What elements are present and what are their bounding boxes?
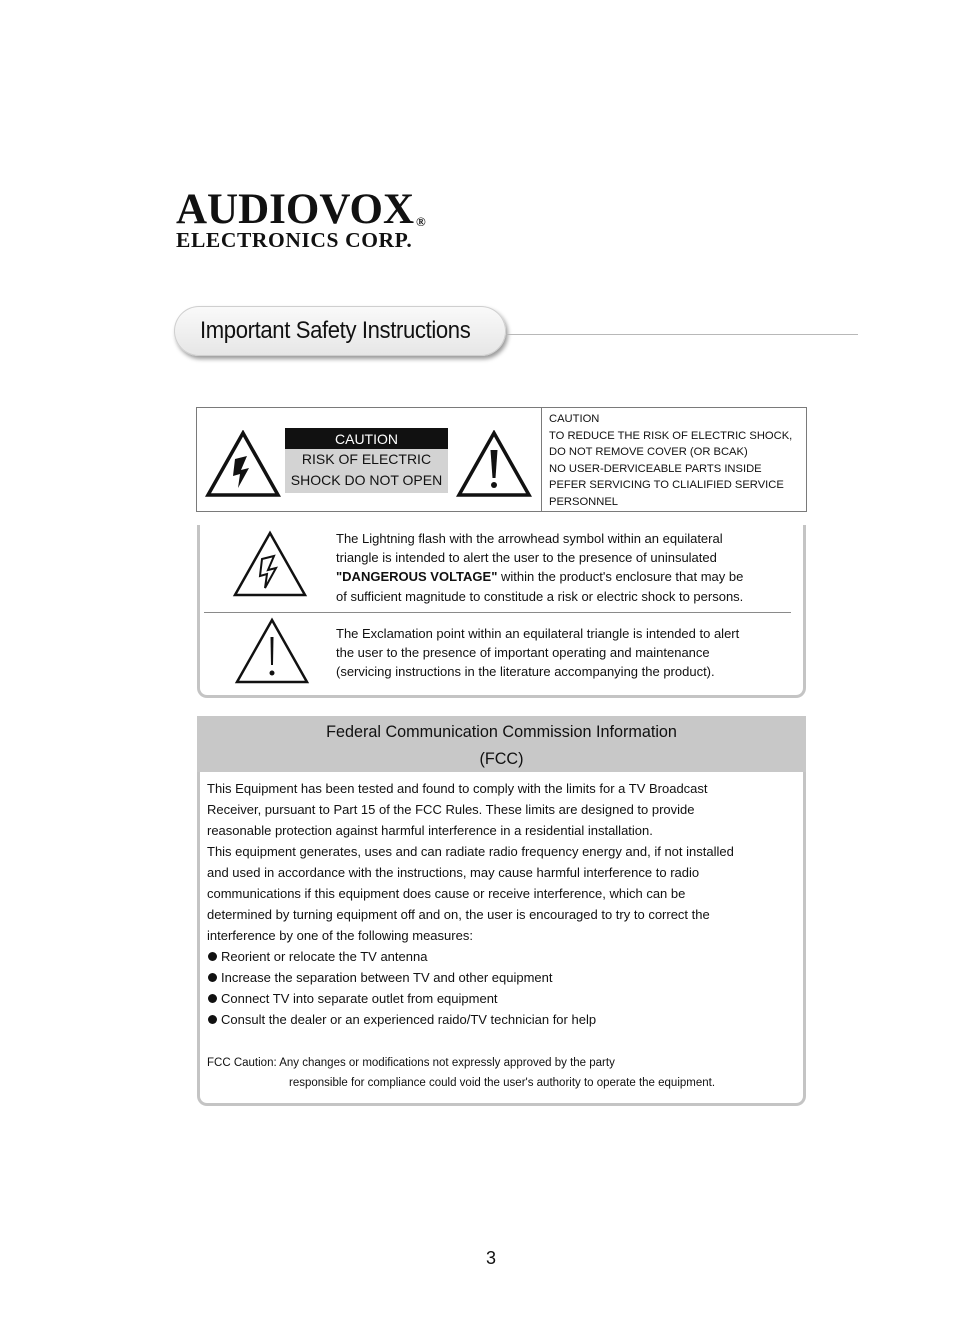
fcc-title: Federal Communication Commission Information (326, 723, 677, 741)
fcc-bullet-item (207, 988, 797, 1009)
bullet-text: Connect TV into separate outlet from equipment (221, 991, 498, 1006)
fcc-caution-line: responsible for compliance could void the user's authority to operate the equipment. (289, 1077, 716, 1089)
description-text: within the product's enclosure that may be (497, 569, 744, 585)
bullet-text: Reorient or relocate the TV antenna (221, 949, 428, 964)
bullet-icon (208, 1015, 217, 1024)
fcc-bullet-item (207, 946, 797, 967)
caution-notice-line: PERSONNEL (549, 495, 619, 508)
fcc-caution (207, 1053, 715, 1093)
bullet-icon (208, 973, 217, 982)
caution-notice-line: DO NOT REMOVE COVER (OR BCAK) (549, 446, 748, 459)
fcc-body-line: interference by one of the following measures: (207, 928, 473, 943)
registered-mark: ® (416, 214, 426, 229)
description-line: (servicing instructions in the literature accompanying the product). (336, 664, 715, 680)
caution-label-header: CAUTION (285, 428, 448, 449)
caution-notice-line: PEFER SERVICING TO CLIALIFIED SERVICE (549, 479, 784, 492)
fcc-header (197, 716, 806, 772)
fcc-body-line: This Equipment has been tested and found to comply with the limits for a TV Broadcast (207, 781, 708, 796)
fcc-caution-line: FCC Caution: Any changes or modifications not expressly approved by the party (207, 1057, 615, 1069)
fcc-body-line: This equipment generates, uses and can radiate radio frequency energy and, if not installed (207, 844, 734, 859)
fcc-body (207, 778, 797, 1030)
fcc-body-line: communications if this equipment does cause or receive interference, which can be (207, 886, 686, 901)
logo-subtitle: ELECTRONICS CORP. (176, 228, 413, 252)
description-line: The Lightning flash with the arrowhead symbol within an equilateral (336, 531, 723, 546)
fcc-bullet-item (207, 967, 797, 988)
caution-notice-line: CAUTION (549, 413, 600, 425)
bullet-icon (208, 952, 217, 961)
heading-rule (506, 334, 858, 335)
caution-label-body (285, 449, 448, 493)
dangerous-voltage-text: "DANGEROUS VOLTAGE" (336, 569, 498, 585)
lightning-description (336, 529, 796, 606)
caution-notice-line: NO USER-DERVICEABLE PARTS INSIDE (549, 462, 762, 475)
fcc-body-line: Receiver, pursuant to Part 15 of the FCC Rules. These limits are designed to provide (207, 802, 695, 817)
description-line (336, 567, 796, 586)
company-logo (176, 188, 426, 232)
fcc-title-abbrev: (FCC) (479, 750, 524, 768)
fcc-bullet-item (207, 1009, 797, 1030)
exclamation-symbol-icon (234, 617, 310, 685)
caution-divider (541, 407, 542, 512)
caution-label-line: SHOCK DO NOT OPEN (290, 472, 443, 488)
exclamation-warning-icon (456, 430, 532, 498)
caution-notice (549, 411, 792, 511)
fcc-body-line: and used in accordance with the instructions, may cause harmful interference to radio (207, 865, 700, 880)
exclamation-description (336, 624, 796, 682)
description-line: triangle is intended to alert the user to the presence of uninsulated (336, 550, 717, 566)
bullet-text: Increase the separation between TV and other equipment (221, 970, 553, 985)
symbols-divider (204, 612, 791, 613)
lightning-symbol-icon (232, 530, 308, 598)
caution-label-line: RISK OF ELECTRIC (301, 451, 432, 467)
bullet-text: Consult the dealer or an experienced raido/TV technician for help (221, 1012, 597, 1027)
logo-brand: AUDIOVOX (176, 186, 415, 233)
bullet-icon (208, 994, 217, 1003)
description-line: The Exclamation point within an equilateral triangle is intended to alert (336, 626, 740, 641)
lightning-warning-icon (205, 430, 281, 498)
fcc-body-line: reasonable protection against harmful interference in a residential installation. (207, 823, 653, 838)
fcc-body-line: determined by turning equipment off and on, the user is encouraged to try to correct the (207, 907, 710, 922)
section-title: Important Safety Instructions (200, 317, 471, 344)
description-line: of sufficient magnitude to constitude a risk or electric shock to persons. (336, 588, 744, 604)
caution-notice-line: TO REDUCE THE RISK OF ELECTRIC SHOCK, (549, 429, 793, 442)
description-line: the user to the presence of important operating and maintenance (336, 645, 710, 661)
page-number: 3 (486, 1248, 497, 1268)
